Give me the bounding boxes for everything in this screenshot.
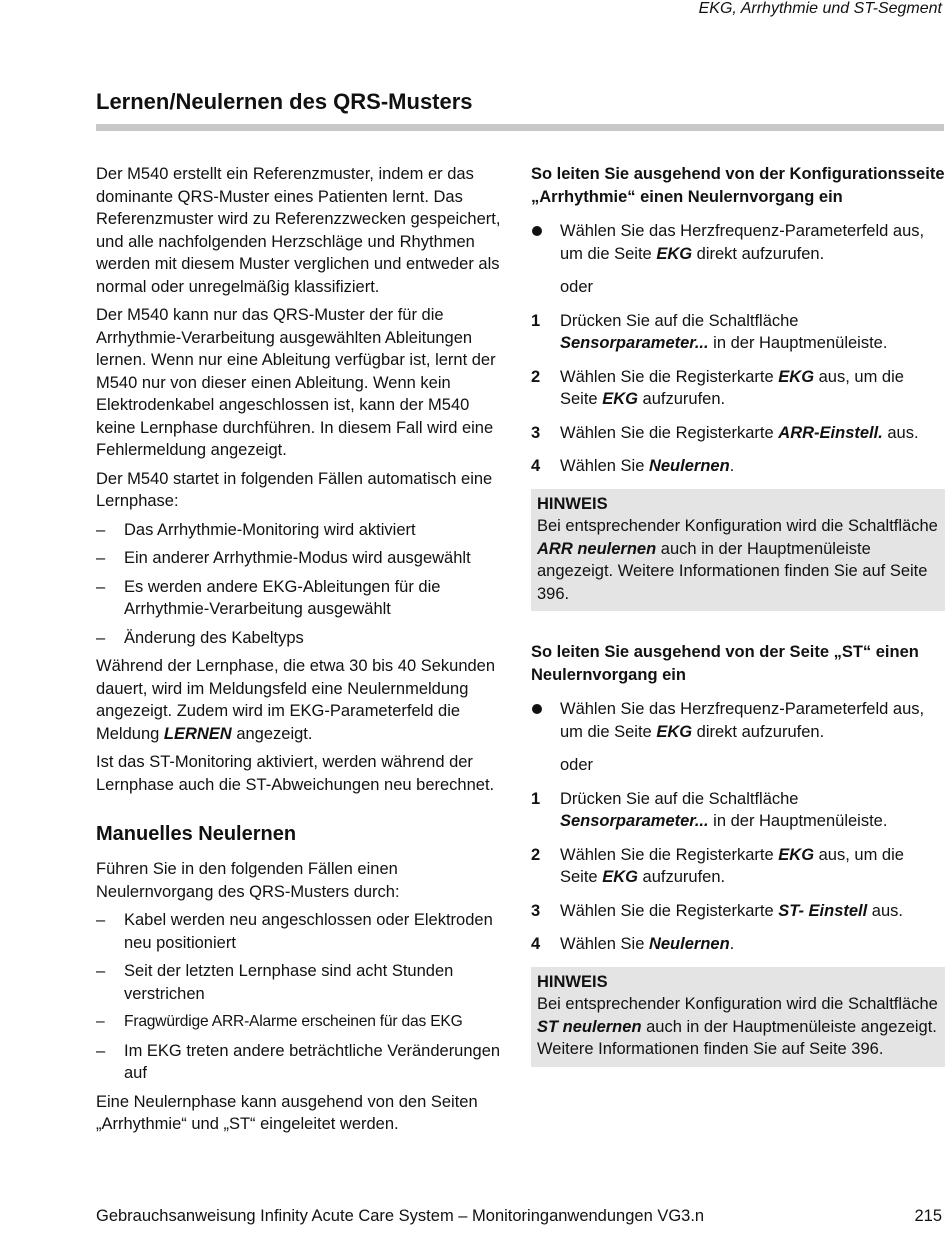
ui-term: Neulernen xyxy=(648,457,730,475)
dash-marker: – xyxy=(96,1013,105,1030)
text-run: Drücken Sie auf die Schaltfläche xyxy=(560,311,799,330)
ui-term: EKG xyxy=(778,367,815,386)
text-run: Wählen Sie xyxy=(560,457,649,475)
text-run: Wählen Sie die Registerkarte xyxy=(560,845,779,864)
numbered-step xyxy=(531,422,945,445)
dash-marker: – xyxy=(96,1041,106,1060)
ui-term: EKG xyxy=(602,868,638,886)
oder-text: oder xyxy=(560,278,594,296)
ui-term: Neulernen xyxy=(648,935,730,953)
list-item xyxy=(96,960,510,1005)
text-run: . xyxy=(729,457,735,475)
ui-term: EKG xyxy=(656,722,693,741)
list-item-text: Fragwürdige ARR-Alarme erscheinen für das EKG xyxy=(124,1013,463,1030)
st-paragraph: Ist das ST-Monitoring aktiviert, werden während der Lernphase auch die ST-Abweichungen neu berechnet. xyxy=(96,753,495,794)
text-run: Bei entsprechender Konfiguration wird die Schaltfläche xyxy=(537,995,938,1013)
running-head: EKG, Arrhythmie und ST-Segment xyxy=(698,0,942,17)
bullet-step xyxy=(531,220,945,265)
text-run: auch in der Hauptmenüleiste angezeigt. Weitere Informationen finden Sie auf Seite 396. xyxy=(537,539,928,603)
step-number: 1 xyxy=(531,311,541,330)
text-run: aus, um die Seite xyxy=(560,845,904,886)
footer-text: Gebrauchsanweisung Infinity Acute Care System – Monitoringanwendungen VG3.n xyxy=(96,1207,705,1225)
text-run: aufzurufen. xyxy=(637,868,726,886)
step-number: 3 xyxy=(531,901,541,920)
text-run: Wählen Sie das Herzfrequenz-Parameterfeld aus, um die Seite xyxy=(560,222,925,263)
ui-term: ST neulernen xyxy=(537,1017,642,1036)
bullet-step xyxy=(531,698,945,743)
text-run: aus, um die Seite xyxy=(560,367,904,408)
text-run: . xyxy=(729,935,735,953)
numbered-step xyxy=(531,844,945,889)
auto-learn-list xyxy=(96,519,510,650)
title-rule xyxy=(96,124,944,131)
list-item xyxy=(96,627,510,650)
ui-term: Sensorparameter... xyxy=(560,334,709,352)
manual-list xyxy=(96,909,510,1085)
text-run: aus. xyxy=(867,901,903,920)
right-column xyxy=(531,163,945,1067)
step-number: 1 xyxy=(531,789,541,808)
numbered-step xyxy=(531,310,945,355)
lernen-message: LERNEN xyxy=(163,724,232,743)
list-item-text: Das Arrhythmie-Monitoring wird aktiviert xyxy=(124,520,416,539)
procedure-heading: So leiten Sie ausgehend von der Konfigurationsseite „Arrhythmie“ einen Neulernvorgang ein xyxy=(531,165,945,206)
dash-marker: – xyxy=(96,549,106,567)
dash-marker: – xyxy=(96,911,106,929)
list-item xyxy=(96,1040,510,1085)
dash-marker: – xyxy=(96,520,106,539)
text-run: direkt aufzurufen. xyxy=(692,244,825,263)
step-number: 4 xyxy=(531,457,541,475)
note-text xyxy=(537,515,939,605)
page-title: Lernen/Neulernen des QRS-Musters xyxy=(96,89,473,114)
text-run: Wählen Sie xyxy=(560,935,649,953)
bullet-dot-icon xyxy=(532,226,542,236)
dash-marker: – xyxy=(96,962,106,980)
list-item-text: Es werden andere EKG-Ableitungen für die Arrhythmie-Verarbeitung ausgewählt xyxy=(124,577,441,618)
list-item-text: Kabel werden neu angeschlossen oder Elektroden neu positioniert xyxy=(124,911,493,952)
ui-term: EKG xyxy=(656,244,693,263)
numbered-step xyxy=(531,900,945,923)
bullet-dot-icon xyxy=(532,704,542,714)
note-title: HINWEIS xyxy=(537,494,608,513)
ui-term: ST- Einstell xyxy=(778,901,868,920)
leads-paragraph: Der M540 kann nur das QRS-Muster der für die Arrhythmie-Verarbeitung ausgewählten Ableitungen lernen. Wenn nur eine Ableitung verfügbar ist, lernt der M540 nur von dieser einen Ableitung. Wenn kein Elektrodenkabel angeschlossen ist, kann der M540 keine Lernphase durchführen. In diesem Fall wird eine Fehlermeldung angezeigt. xyxy=(96,306,496,459)
text-run: aufzurufen. xyxy=(637,390,726,408)
page-number: 215 xyxy=(914,1207,942,1225)
note-box xyxy=(531,489,945,612)
ui-term: ARR-Einstell. xyxy=(778,423,883,442)
text-run: in der Hauptmenüleiste. xyxy=(708,812,888,830)
oder-text: oder xyxy=(560,756,594,774)
note-box xyxy=(531,967,945,1067)
numbered-step xyxy=(531,366,945,411)
text-run: Wählen Sie die Registerkarte xyxy=(560,367,779,386)
learning-phase-paragraph xyxy=(96,655,510,745)
auto-learn-paragraph: Der M540 startet in folgenden Fällen automatisch eine Lernphase: xyxy=(96,469,493,510)
dash-marker: – xyxy=(96,577,106,596)
text-run: in der Hauptmenüleiste. xyxy=(708,334,888,352)
list-item-text: Im EKG treten andere beträchtliche Veränderungen auf xyxy=(124,1041,501,1082)
text-run: angezeigt. xyxy=(231,724,313,743)
text-run: Bei entsprechender Konfiguration wird die Schaltfläche xyxy=(537,517,938,535)
numbered-step xyxy=(531,933,945,956)
dash-marker: – xyxy=(96,628,106,647)
section-heading: Manuelles Neulernen xyxy=(96,823,297,845)
list-item xyxy=(96,576,510,621)
ui-term: EKG xyxy=(602,390,638,408)
step-number: 2 xyxy=(531,367,541,386)
closing-paragraph: Eine Neulernphase kann ausgehend von den Seiten „Arrhythmie“ und „ST“ eingeleitet werden. xyxy=(96,1092,478,1133)
ui-term: Sensorparameter... xyxy=(560,812,709,830)
text-run: Während der Lernphase, die etwa 30 bis 40 Sekunden dauert, wird im Meldungsfeld eine Neulernmeldung angezeigt. Zudem wird im EKG-Parameterfeld die Meldung xyxy=(96,657,496,743)
note-text xyxy=(537,993,939,1061)
manual-paragraph: Führen Sie in den folgenden Fällen einen Neulernvorgang des QRS-Musters durch: xyxy=(96,860,400,901)
text-run: Wählen Sie das Herzfrequenz-Parameterfeld aus, um die Seite xyxy=(560,700,925,741)
list-item xyxy=(96,547,510,570)
text-run: Wählen Sie die Registerkarte xyxy=(560,901,779,920)
list-item-text: Seit der letzten Lernphase sind acht Stunden verstrichen xyxy=(124,962,454,1003)
text-run: Wählen Sie die Registerkarte xyxy=(560,423,779,442)
step-number: 4 xyxy=(531,935,541,953)
step-number: 2 xyxy=(531,845,541,864)
text-run: direkt aufzurufen. xyxy=(692,722,825,741)
text-run: aus. xyxy=(882,423,919,442)
list-item xyxy=(96,519,510,542)
note-title: HINWEIS xyxy=(537,972,608,991)
list-item xyxy=(96,1011,510,1034)
left-column xyxy=(96,163,510,1142)
ui-term: ARR neulernen xyxy=(537,539,657,558)
numbered-step xyxy=(531,455,945,478)
procedure-heading: So leiten Sie ausgehend von der Seite „ST“ einen Neulernvorgang ein xyxy=(531,643,919,684)
numbered-step xyxy=(531,788,945,833)
intro-paragraph: Der M540 erstellt ein Referenzmuster, indem er das dominante QRS-Muster eines Patienten lernt. Das Referenzmuster wird zu Referenzzwecken gespeichert, und alle nachfolgenden Herzschläge und Rhythmen werden mit diesem Muster verglichen und entweder als normal oder unregelmäßig klassifiziert. xyxy=(96,165,501,296)
step-number: 3 xyxy=(531,423,541,442)
list-item-text: Ein anderer Arrhythmie-Modus wird ausgewählt xyxy=(124,549,471,567)
ui-term: EKG xyxy=(778,845,815,864)
list-item xyxy=(96,909,510,954)
text-run: auch in der Hauptmenüleiste angezeigt. Weitere Informationen finden Sie auf Seite 396. xyxy=(537,1017,937,1058)
list-item-text: Änderung des Kabeltyps xyxy=(124,628,304,647)
text-run: Drücken Sie auf die Schaltfläche xyxy=(560,789,799,808)
